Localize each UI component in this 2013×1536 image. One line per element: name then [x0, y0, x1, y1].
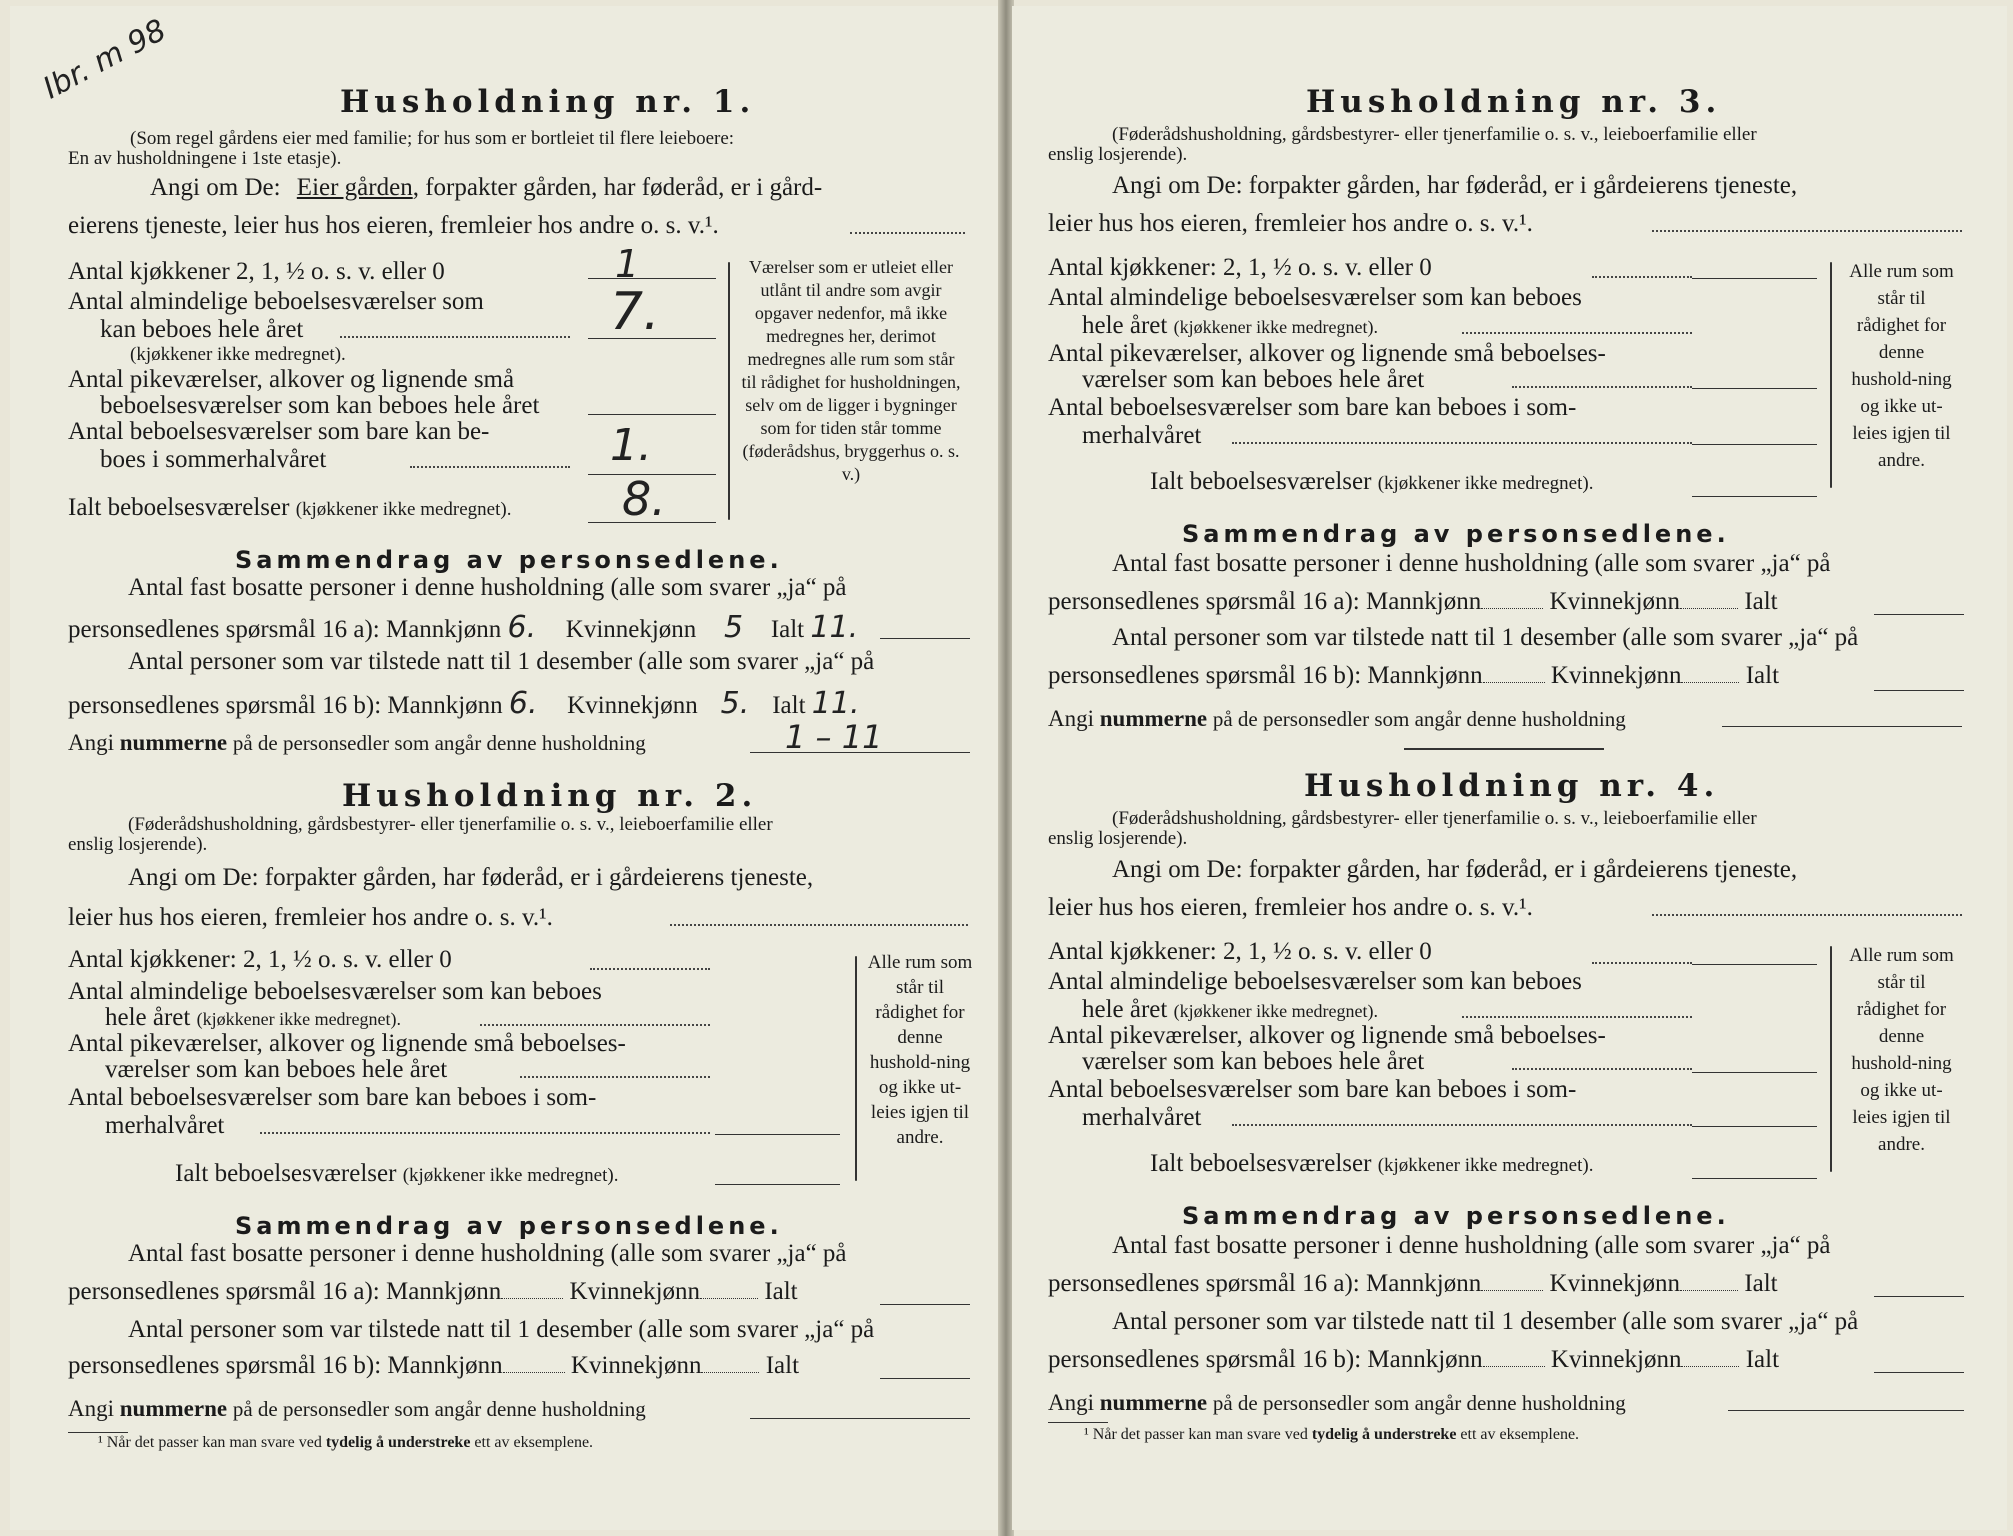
- h3-total: Ialt beboelsesværelser: [1150, 468, 1372, 495]
- h3-total-line: [1150, 468, 1593, 496]
- h3-s4: personsedlenes spørsmål 16 b): Mannkjønn: [1048, 662, 1483, 689]
- h4-s3: Antal personer som var tilstede natt til 1 desember (alle som svarer „ja“ på: [1112, 1308, 1859, 1335]
- h4-ialt-1: Ialt: [1744, 1270, 1778, 1297]
- h1-ialt-2: Ialt: [772, 692, 806, 719]
- h2-summary-title: Sammendrag av personsedlene.: [235, 1212, 783, 1240]
- h1-hw-k1: 5: [724, 610, 744, 645]
- h1-hw-numbers: 1 – 11: [785, 718, 883, 756]
- h2-q2: leier hus hos eieren, fremleier hos andre o. s. v.¹.: [68, 904, 553, 931]
- h1-s1: Antal fast bosatte personer i denne husholdning (alle som svarer „ja“ på: [128, 574, 847, 601]
- h4-small-2: værelser som kan beboes hele året: [1082, 1048, 1425, 1075]
- h3-summary-title: Sammendrag av personsedlene.: [1182, 520, 1730, 548]
- h1-q1-d: eierens tjeneste, leier hus hos eieren, fremleier hos andre o. s. v.¹.: [68, 212, 719, 239]
- h3-rooms-line2: [1082, 312, 1378, 340]
- h1-s4: personsedlenes spørsmål 16 b): Mannkjønn: [68, 692, 503, 719]
- h3-s2-line: [1048, 588, 1778, 616]
- h1-total-line: [68, 494, 511, 522]
- h2-small-2: værelser som kan beboes hele året: [105, 1056, 448, 1083]
- h2-rooms-note: (kjøkkener ikke medregnet).: [196, 1009, 402, 1029]
- h3-small-2: værelser som kan beboes hele året: [1082, 366, 1425, 393]
- h1-numbers-line: [68, 730, 646, 756]
- h3-s1: Antal fast bosatte personer i denne husholdning (alle som svarer „ja“ på: [1112, 550, 1831, 577]
- h3-numbers-b: nummerne: [1099, 706, 1208, 731]
- h1-summer-1: Antal beboelsesværelser som bare kan be-: [68, 418, 490, 445]
- h2-numbers-b: nummerne: [119, 1396, 228, 1421]
- h4-s1: Antal fast bosatte personer i denne husholdning (alle som svarer „ja“ på: [1112, 1232, 1831, 1259]
- h4-rooms-note: (kjøkkener ikke medregnet).: [1173, 1001, 1379, 1021]
- h1-s4-line: [68, 686, 860, 721]
- h3-title: Husholdning nr. 3.: [1306, 84, 1722, 120]
- h1-hw-total: 8.: [622, 472, 666, 526]
- h4-s4: personsedlenes spørsmål 16 b): Mannkjønn: [1048, 1346, 1483, 1373]
- h1-hw-rooms: 7.: [610, 282, 660, 342]
- h1-s3: Antal personer som var tilstede natt til 1 desember (alle som svarer „ja“ på: [128, 648, 875, 675]
- h3-summer-2: merhalvåret: [1082, 422, 1202, 449]
- h3-rooms-note: (kjøkkener ikke medregnet).: [1173, 317, 1379, 337]
- h1-q1-b: Eier gården: [296, 174, 413, 201]
- h2-kvinne-2: Kvinnekjønn: [570, 1352, 702, 1379]
- h1-side-note: Værelser som er utleiet eller utlånt til andre som avgir opgaver nedenfor, må ikke medregnes her, derimot medregnes alle rum som står til rådighet for husholdningen, selv om de ligger i bygninger som for tiden står tomme (føderådshus, bryggerhus o. s. v.): [741, 257, 961, 484]
- h2-numbers-c: på de personsedler som angår denne husholdning: [232, 1397, 646, 1421]
- h2-ialt-1: Ialt: [764, 1278, 798, 1305]
- h1-hw-summer: 1.: [610, 420, 652, 471]
- h2-rooms-line2: [105, 1004, 401, 1032]
- h4-total-note: (kjøkkener ikke medregnet).: [1377, 1155, 1594, 1176]
- h4-kitchens: Antal kjøkkener: 2, 1, ½ o. s. v. eller 0: [1048, 938, 1432, 965]
- h3-s4-line: [1048, 662, 1779, 690]
- h2-title: Husholdning nr. 2.: [342, 778, 758, 814]
- h1-small-2: beboelsesværelser som kan beboes hele året: [100, 392, 540, 419]
- h1-s2: personsedlenes spørsmål 16 a): Mannkjønn: [68, 616, 502, 643]
- h3-ialt-2: Ialt: [1745, 662, 1780, 689]
- h3-numbers-a: Angi: [1048, 706, 1094, 731]
- h4-note-1: (Føderådshusholdning, gårdsbestyrer- eller tjenerfamilie o. s. v., leieboerfamilie eller: [1112, 808, 1757, 829]
- h1-rooms-3: (kjøkkener ikke medregnet).: [130, 344, 346, 365]
- footnote-left-a: ¹ Når det passer kan man svare ved: [98, 1434, 322, 1451]
- h3-ialt-1: Ialt: [1744, 588, 1778, 615]
- h3-numbers-line: [1048, 706, 1626, 732]
- h3-summer-1: Antal beboelsesværelser som bare kan beboes i som-: [1048, 394, 1577, 421]
- h1-note-2: En av husholdningene i 1ste etasje).: [68, 148, 342, 169]
- footnote-right-c: ett av eksemplene.: [1460, 1426, 1580, 1443]
- footnote-left-b: tydelig å understreke: [325, 1434, 471, 1451]
- h4-kvinne-2: Kvinnekjønn: [1550, 1346, 1682, 1373]
- h2-total-note: (kjøkkener ikke medregnet).: [402, 1165, 619, 1186]
- h1-total-note: (kjøkkener ikke medregnet).: [295, 499, 512, 520]
- h3-kitchens: Antal kjøkkener: 2, 1, ½ o. s. v. eller 0: [1048, 254, 1432, 281]
- h1-hw-i1: 11.: [810, 610, 859, 645]
- h1-hw-k2: 5.: [720, 686, 750, 721]
- h2-summer-1: Antal beboelsesværelser som bare kan beboes i som-: [68, 1084, 597, 1111]
- h4-total-line: [1150, 1150, 1593, 1178]
- h1-kitchens: Antal kjøkkener 2, 1, ½ o. s. v. eller 0: [68, 258, 445, 285]
- h4-rooms-2: hele året: [1082, 996, 1168, 1023]
- margin-note: Ibr. m 98: [37, 12, 172, 107]
- h4-summer-2: merhalvåret: [1082, 1104, 1202, 1131]
- h1-numbers-c: på de personsedler som angår denne husholdning: [232, 731, 646, 755]
- h1-rooms-1: Antal almindelige beboelsesværelser som: [68, 288, 484, 315]
- h4-summer-1: Antal beboelsesværelser som bare kan beboes i som-: [1048, 1076, 1577, 1103]
- h1-rooms-2: kan beboes hele året: [100, 316, 304, 343]
- h4-numbers-a: Angi: [1048, 1390, 1094, 1415]
- h4-title: Husholdning nr. 4.: [1304, 768, 1720, 804]
- h3-kvinne-1: Kvinnekjønn: [1549, 588, 1681, 615]
- footnote-left-c: ett av eksemplene.: [474, 1434, 594, 1451]
- h1-total: Ialt beboelsesværelser: [68, 494, 290, 521]
- h2-s2-line: [68, 1278, 798, 1306]
- footnote-right-a: ¹ Når det passer kan man svare ved: [1084, 1426, 1308, 1443]
- h3-rooms-2: hele året: [1082, 312, 1168, 339]
- footnote-left: [98, 1434, 593, 1452]
- h4-ialt-2: Ialt: [1745, 1346, 1780, 1373]
- h4-summary-title: Sammendrag av personsedlene.: [1182, 1202, 1730, 1230]
- h3-numbers-c: på de personsedler som angår denne husholdning: [1212, 707, 1626, 731]
- h1-hw-m2: 6.: [508, 686, 538, 721]
- right-page: [1012, 6, 2007, 1530]
- h2-numbers-a: Angi: [68, 1396, 114, 1421]
- h1-note-1: (Som regel gårdens eier med familie; for hus som er bortleiet til flere leieboere:: [130, 128, 735, 149]
- h2-total-line: [175, 1160, 618, 1188]
- footnote-right-b: tydelig å understreke: [1311, 1426, 1457, 1443]
- h2-q1: Angi om De: forpakter gården, har føderåd, er i gårdeierens tjeneste,: [128, 864, 814, 891]
- h1-hw-kitchens: 1: [615, 242, 640, 286]
- h4-numbers-c: på de personsedler som angår denne husholdning: [1212, 1391, 1626, 1415]
- h2-s3: Antal personer som var tilstede natt til 1 desember (alle som svarer „ja“ på: [128, 1316, 875, 1343]
- h2-s2: personsedlenes spørsmål 16 a): Mannkjønn: [68, 1278, 502, 1305]
- h4-rooms-line2: [1082, 996, 1378, 1024]
- h2-rooms-2: hele året: [105, 1004, 191, 1031]
- h3-small-1: Antal pikeværelser, alkover og lignende små beboelses-: [1048, 340, 1606, 367]
- h3-note-1: (Føderådshusholdning, gårdsbestyrer- eller tjenerfamilie o. s. v., leieboerfamilie eller: [1112, 124, 1757, 145]
- left-page: [10, 6, 1000, 1530]
- h2-rooms-1: Antal almindelige beboelsesværelser som kan beboes: [68, 978, 602, 1005]
- h2-side-note: Alle rum som står til rådighet for denne hushold-ning og ikke ut-leies igjen til andre.: [867, 952, 973, 1148]
- h3-side-note: Alle rum som står til rådighet for denne hushold-ning og ikke ut-leies igjen til andre.: [1849, 261, 1954, 471]
- h3-q1: Angi om De: forpakter gården, har føderåd, er i gårdeierens tjeneste,: [1112, 172, 1798, 199]
- h1-summer-2: boes i sommerhalvåret: [100, 446, 327, 473]
- h4-total: Ialt beboelsesværelser: [1150, 1150, 1372, 1177]
- h1-s2-line: [68, 610, 858, 645]
- h4-q1: Angi om De: forpakter gården, har føderåd, er i gårdeierens tjeneste,: [1112, 856, 1798, 883]
- h2-ialt-2: Ialt: [765, 1352, 800, 1379]
- h1-question-line1: [150, 174, 822, 202]
- h1-ialt-1: Ialt: [770, 616, 805, 643]
- h4-rooms-1: Antal almindelige beboelsesværelser som kan beboes: [1048, 968, 1582, 995]
- h1-kvinne-1: Kvinnekjønn: [565, 616, 697, 643]
- h4-numbers-line: [1048, 1390, 1626, 1416]
- h1-title: Husholdning nr. 1.: [340, 84, 756, 120]
- h1-small-1: Antal pikeværelser, alkover og lignende små: [68, 366, 515, 393]
- h2-numbers-line: [68, 1396, 646, 1422]
- h1-numbers-a: Angi: [68, 730, 114, 755]
- h2-s4-line: [68, 1352, 799, 1380]
- h1-kvinne-2: Kvinnekjønn: [567, 692, 698, 719]
- h2-total: Ialt beboelsesværelser: [175, 1160, 397, 1187]
- h4-numbers-b: nummerne: [1099, 1390, 1208, 1415]
- h4-kvinne-1: Kvinnekjønn: [1549, 1270, 1681, 1297]
- h3-s3: Antal personer som var tilstede natt til 1 desember (alle som svarer „ja“ på: [1112, 624, 1859, 651]
- h1-q1-a: Angi om De:: [150, 174, 281, 201]
- h4-side-note: Alle rum som står til rådighet for denne hushold-ning og ikke ut-leies igjen til andre.: [1849, 945, 1954, 1155]
- h1-numbers-b: nummerne: [119, 730, 228, 755]
- h4-q2: leier hus hos eieren, fremleier hos andre o. s. v.¹.: [1048, 894, 1533, 921]
- footnote-right: [1084, 1426, 1579, 1444]
- h4-s2-line: [1048, 1270, 1778, 1298]
- h2-kvinne-1: Kvinnekjønn: [569, 1278, 701, 1305]
- h2-note-1: (Føderådshusholdning, gårdsbestyrer- eller tjenerfamilie o. s. v., leieboerfamilie eller: [128, 814, 773, 835]
- h2-s1: Antal fast bosatte personer i denne husholdning (alle som svarer „ja“ på: [128, 1240, 847, 1267]
- h4-s2: personsedlenes spørsmål 16 a): Mannkjønn: [1048, 1270, 1482, 1297]
- h2-kitchens: Antal kjøkkener: 2, 1, ½ o. s. v. eller 0: [68, 946, 452, 973]
- h4-small-1: Antal pikeværelser, alkover og lignende små beboelses-: [1048, 1022, 1606, 1049]
- h4-note-2: enslig losjerende).: [1048, 828, 1188, 849]
- h3-note-2: enslig losjerende).: [1048, 144, 1188, 165]
- h1-summary-title: Sammendrag av personsedlene.: [235, 546, 783, 574]
- h3-total-note: (kjøkkener ikke medregnet).: [1377, 473, 1594, 494]
- h4-s4-line: [1048, 1346, 1779, 1374]
- h3-kvinne-2: Kvinnekjønn: [1550, 662, 1682, 689]
- h1-hw-i2: 11.: [811, 686, 860, 721]
- h1-hw-m1: 6.: [507, 610, 537, 645]
- h2-small-1: Antal pikeværelser, alkover og lignende små beboelses-: [68, 1030, 626, 1057]
- h1-q1-c: , forpakter gården, har føderåd, er i gård-: [412, 174, 823, 201]
- h3-rooms-1: Antal almindelige beboelsesværelser som kan beboes: [1048, 284, 1582, 311]
- h3-q2: leier hus hos eieren, fremleier hos andre o. s. v.¹.: [1048, 210, 1533, 237]
- h2-note-2: enslig losjerende).: [68, 834, 208, 855]
- h3-s2: personsedlenes spørsmål 16 a): Mannkjønn: [1048, 588, 1482, 615]
- h2-s4: personsedlenes spørsmål 16 b): Mannkjønn: [68, 1352, 503, 1379]
- h2-summer-2: merhalvåret: [105, 1112, 225, 1139]
